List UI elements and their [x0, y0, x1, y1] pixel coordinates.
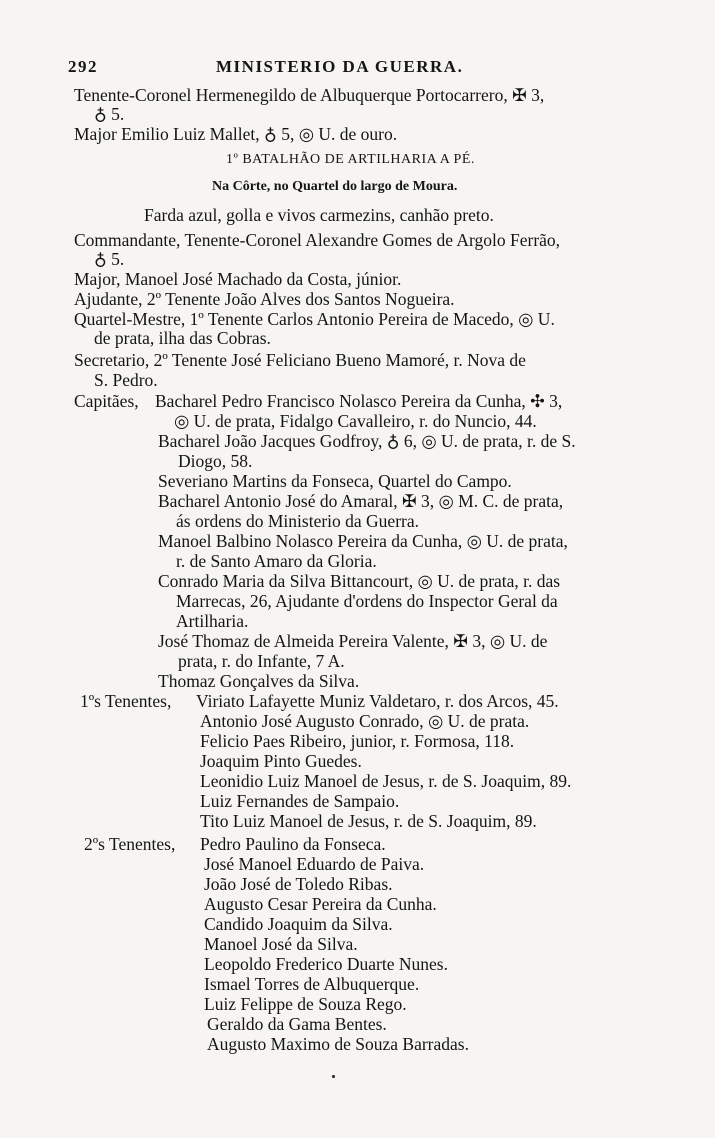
rank-label-primeiros-tenentes: 1ºs Tenentes, — [80, 691, 172, 711]
roster-line: Augusto Cesar Pereira da Cunha. — [204, 894, 437, 914]
roster-line: prata, r. do Infante, 7 A. — [178, 651, 345, 671]
staff-line: ♁ 5. — [94, 249, 125, 269]
roster-line: Severiano Martins da Fonseca, Quartel do Campo. — [158, 471, 512, 491]
roster-line: ◎ U. de prata, Fidalgo Cavalleiro, r. do Nuncio, 44. — [174, 411, 537, 431]
section-subtitle: Na Côrte, no Quartel do largo de Moura. — [212, 179, 458, 194]
roster-line: Candido Joaquim da Silva. — [204, 914, 393, 934]
staff-line: Secretario, 2º Tenente José Feliciano Bueno Mamoré, r. Nova de — [74, 350, 526, 370]
roster-line: Joaquim Pinto Guedes. — [200, 751, 362, 771]
roster-line: Diogo, 58. — [178, 451, 253, 471]
roster-line: Geraldo da Gama Bentes. — [207, 1014, 387, 1034]
rank-label-capitaes: Capitães, — [74, 391, 139, 411]
staff-line: Quartel-Mestre, 1º Tenente Carlos Antonio Pereira de Macedo, ◎ U. — [74, 309, 555, 329]
roster-line: Pedro Paulino da Fonseca. — [200, 834, 386, 854]
roster-line: Ismael Torres de Albuquerque. — [204, 974, 420, 994]
roster-line: Luiz Felippe de Souza Rego. — [204, 994, 407, 1014]
roster-line: Bacharel Antonio José do Amaral, ✠ 3, ◎ M. C. de prata, — [158, 491, 564, 511]
roster-line: Tito Luiz Manoel de Jesus, r. de S. Joaquim, 89. — [200, 811, 537, 831]
roster-line: Manoel José da Silva. — [204, 934, 358, 954]
rank-label-segundos-tenentes: 2ºs Tenentes, — [84, 834, 176, 854]
roster-line: José Manoel Eduardo de Paiva. — [204, 854, 425, 874]
staff-line: de prata, ilha das Cobras. — [94, 328, 271, 348]
text-line: Tenente-Coronel Hermenegildo de Albuquerque Portocarrero, ✠ 3, — [74, 85, 545, 105]
uniform-description: Farda azul, golla e vivos carmezins, canhão preto. — [144, 205, 494, 225]
roster-line: Luiz Fernandes de Sampaio. — [200, 791, 400, 811]
roster-line: Manoel Balbino Nolasco Pereira da Cunha, ◎ U. de prata, — [158, 531, 568, 551]
staff-line: Commandante, Tenente-Coronel Alexandre Gomes de Argolo Ferrão, — [74, 230, 561, 250]
staff-line: Ajudante, 2º Tenente João Alves dos Santos Nogueira. — [74, 289, 455, 309]
roster-line: Bacharel João Jacques Godfroy, ♁ 6, ◎ U. de prata, r. de S. — [158, 431, 576, 451]
roster-line: José Thomaz de Almeida Pereira Valente, ✠ 3, ◎ U. de — [158, 631, 548, 651]
roster-line: Bacharel Pedro Francisco Nolasco Pereira da Cunha, ✣ 3, — [155, 391, 563, 411]
roster-line: Leonidio Luiz Manoel de Jesus, r. de S. Joaquim, 89. — [200, 771, 572, 791]
roster-line: Felicio Paes Ribeiro, junior, r. Formosa, 118. — [200, 731, 515, 751]
roster-line: João José de Toledo Ribas. — [204, 874, 393, 894]
page-number: 292 — [68, 57, 98, 76]
roster-line: ás ordens do Ministerio da Guerra. — [176, 511, 419, 531]
print-mark — [332, 1075, 335, 1078]
roster-line: Viriato Lafayette Muniz Valdetaro, r. dos Arcos, 45. — [196, 691, 559, 711]
roster-line: r. de Santo Amaro da Gloria. — [176, 551, 377, 571]
roster-line: Artilharia. — [176, 611, 249, 631]
roster-line: Leopoldo Frederico Duarte Nunes. — [204, 954, 448, 974]
staff-line: Major, Manoel José Machado da Costa, júnior. — [74, 269, 402, 289]
text-line: Major Emilio Luiz Mallet, ♁ 5, ◎ U. de ouro. — [74, 124, 398, 144]
roster-line: Augusto Maximo de Souza Barradas. — [207, 1034, 469, 1054]
section-title: 1º BATALHÃO DE ARTILHARIA A PÉ. — [226, 152, 475, 167]
staff-line: S. Pedro. — [94, 370, 158, 390]
roster-line: Thomaz Gonçalves da Silva. — [158, 671, 360, 691]
roster-line: Marrecas, 26, Ajudante d'ordens do Inspector Geral da — [176, 591, 558, 611]
running-header — [68, 57, 648, 81]
roster-line: Antonio José Augusto Conrado, ◎ U. de prata. — [200, 711, 530, 731]
roster-line: Conrado Maria da Silva Bittancourt, ◎ U. de prata, r. das — [158, 571, 561, 591]
page-title: MINISTERIO DA GUERRA. — [216, 57, 464, 76]
text-line: ♁ 5. — [94, 104, 125, 124]
